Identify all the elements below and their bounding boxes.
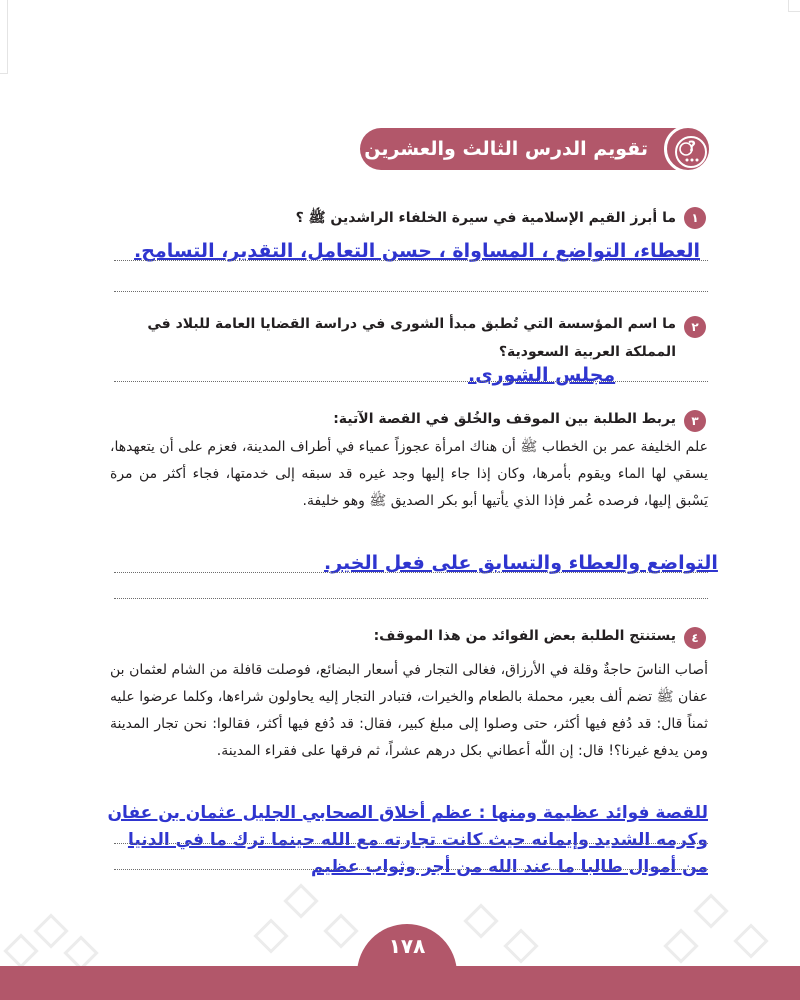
answer-line xyxy=(114,598,708,599)
question-2-text-line-1: ما اسم المؤسسة التي تُطبق مبدأ الشورى في دراسة القضايا العامة للبلاد في xyxy=(147,316,676,332)
page-title: تقويم الدرس الثالث والعشرين xyxy=(364,138,648,160)
question-3-text: يربط الطلبة بين الموقف والخُلق في القصة الآتية: xyxy=(333,411,676,427)
page-number: ١٧٨ xyxy=(388,934,426,958)
lesson-evaluation-banner xyxy=(360,128,710,170)
question-number-3: ٣ xyxy=(684,410,706,432)
answer-line xyxy=(114,381,708,382)
question-3-answer: التواضع والعطاء والتسابق على فعل الخير. xyxy=(324,552,718,574)
question-4-answer-line-3: من أموال طالبا ما عند الله من أجر وثواب عظيم xyxy=(311,857,708,877)
question-2-text-line-2: المملكة العربية السعودية؟ xyxy=(498,344,676,360)
answer-line xyxy=(114,291,708,292)
question-number-4: ٤ xyxy=(684,627,706,649)
question-number-2: ٢ xyxy=(684,316,706,338)
story-omar: علم الخليفة عمر بن الخطاب ﷺ أن هناك امرأة عجوزاً عمياء في أطراف المدينة، فعزم على أن يتعهدها، يسقي لها الماء ويقوم بأمرها، وكان إذا جاء إليها وجد غيره قد سبقه إلى خدمتها، فجاء أكثر من مرة يَسْبق إليها، فرصده عُمر فإذا الذي يأتيها أبو بكر الصديق ﷺ وهو خليفة. xyxy=(110,439,708,509)
question-4-answer-line-2: وكرمه الشديد وإيمانه حيث كانت تجارته مع الله حينما ترك ما في الدنيا xyxy=(127,830,708,850)
story-othman: أصاب الناسَ حاجةٌ وقلة في الأرزاق، فغالى التجار في أسعار البضائع، فوصلت قافلة من الشام لعثمان بن عفان ﷺ تضم ألف بعير، محملة بالطعام والخيرات، فتبادر التجار إليه يحاولون شراءها، وكلما عرضوا عليه ثمناً قال: قد دُفع فيها أكثر، حتى وصلوا إلى مبلغ كبير، فقال: قد دُفع فيها أكثر، فقالوا: نحن تجار المدينة ومن يدفع غيرنا؟! قال: إن اللّٰه أعطاني بكل درهم عشراً، ثم فرقها على فقراء المدينة. xyxy=(110,662,708,759)
crop-mark-top-left xyxy=(0,0,8,74)
question-4-answer-line-1: للقصة فوائد عظيمة ومنها : عظم أخلاق الصحابي الجليل عثمان بن عفان xyxy=(107,803,708,823)
answer-line xyxy=(114,869,708,870)
question-1-answer: العطاء، التواضع ، المساواة ، حسن التعامل، التقدير، التسامح. xyxy=(134,240,700,262)
answer-line xyxy=(114,572,708,573)
answer-line xyxy=(114,843,708,844)
question-number-1: ١ xyxy=(684,207,706,229)
question-2-answer: مجلس الشورى. xyxy=(468,364,616,386)
answer-line xyxy=(114,260,708,261)
crop-mark-top-right xyxy=(788,0,800,12)
question-bubble-icon xyxy=(664,125,712,173)
question-1-text: ما أبرز القيم الإسلامية في سيرة الخلفاء الراشدين ﷺ ؟ xyxy=(295,210,676,226)
question-4-text: يستنتج الطلبة بعض الفوائد من هذا الموقف: xyxy=(373,628,676,644)
svg-text:?: ? xyxy=(687,139,696,155)
